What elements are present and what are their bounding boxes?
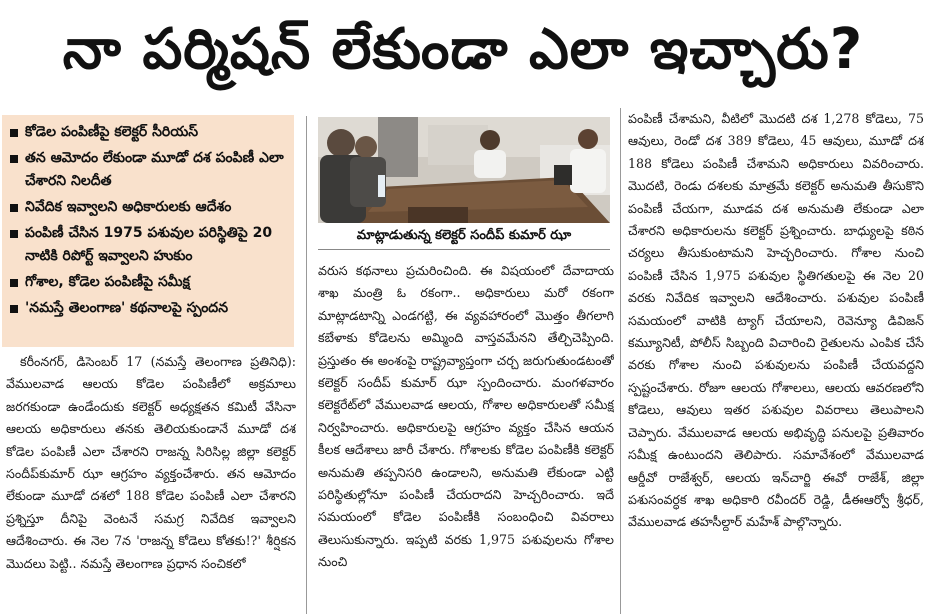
article-column-1 [6,351,296,615]
article-paragraph: వరుస కథనాలు ప్రచురించింది. ఈ విషయంలో దేవాదాయ శాఖ మంత్రి ఓ రకంగా.. అధికారులు మరో రకంగా మాట్లాడటాన్ని ఎండగట్టి, ఈ వ్యవహారంలో మొత్తం తీగలాగి కబేళాకు కోడెలను అమ్మింది వాస్తవమేనని తేల్చిచెప్పింది. ప్రస్తుతం ఈ అంశంపై రాష్ట్రవ్యాప్తంగా చర్చ జరుగుతుండటంతో కలెక్టర్ సందీప్ కుమార్ ఝా స్పందించారు. మంగళవారం కలెక్టరేట్‌లో వేములవాడ ఆలయ, గోశాల అధికారులతో సమీక్ష నిర్వహించారు. అధికారులపై ఆగ్రహం వ్యక్తం చేసిన ఆయన కీలక ఆదేశాలు జారీ చేశారు. గోశాలకు కోడెల పంపిణీకి కలెక్టర్ అనుమతి తప్పనిసరి ఉండాలని, అనుమతి లేకుండా ఎట్టి పరిస్థితుల్లోనూ పంపిణీ చేయరాదని హెచ్చరించారు. ఇదే సమయంలో కోడెల పంపిణీకి సంబంధించి వివరాలు తెలుసుకున్నారు. ఇప్పటి వరకు 1,975 పశువులను గోశాల నుంచి [318,263,614,570]
highlight-text: నివేదిక ఇవ్వాలని అధికారులకు ఆదేశం [25,199,232,215]
square-bullet-icon [10,129,18,137]
highlight-text: పంపిణీ చేసిన 1975 పశువుల పరిస్థితిపై 20 నాటికి రిపోర్ట్ ఇవ్వాలని హుకుం [25,225,273,264]
square-bullet-icon [10,230,18,238]
square-bullet-icon [10,305,18,313]
square-bullet-icon [10,155,18,163]
highlight-item [8,121,290,144]
column-divider [620,108,621,614]
column-divider [306,116,307,614]
highlights-box [2,115,294,347]
square-bullet-icon [10,279,18,287]
highlight-item [8,196,290,219]
article-column-2 [318,260,614,616]
highlight-text: 'నమస్తే తెలంగాణ' కథనాలపై స్పందన [25,300,229,316]
photo-caption: మాట్లాడుతున్న కలెక్టర్ సందీప్ కుమార్ ఝా [318,224,610,250]
highlight-item [8,271,290,294]
square-bullet-icon [10,204,18,212]
highlight-item [8,297,290,320]
headline: నా పర్మిషన్ లేకుండా ఎలా ఇచ్చారు? [62,16,864,82]
meeting-photo-illustration [318,117,610,223]
article-paragraph: పంపిణీ చేశామని, వీటిలో మొదటి దశ 1,278 కోడెలు, 75 ఆవులు, రెండో దశ 389 కోడెలు, 45 ఆవులు, మూడో దశ 188 కోడెలు పంపిణీ చేశామని అధికారులు వివరించారు. మొదటి, రెండు దశలకు మాత్రమే కలెక్టర్ అనుమతి తీసుకొని పంపిణీ చేయగా, మూడవ దశ అనుమతి లేకుండా ఎలా చేశారని అధికారులను కలెక్టర్ ప్రశ్నించారు. బాధ్యులపై కఠిన చర్యలు తీసుకుంటామని హెచ్చరించారు. గోశాల నుంచి పంపిణీ చేసిన 1,975 పశువుల స్థితిగతులపై ఈ నెల 20 వరకు నివేదిక ఇవ్వాలని ఆదేశించారు. పశువుల పంపిణీ సమయంలో వాటికి ట్యాగ్ చేయాలని, రెవెన్యూ డివిజన్ కమ్యూనిటీ, పోలీస్ సిబ్బంది విచారించి రైతులను ఎంపిక చేసే వరకు గోశాల నుంచి పశువులను పంపిణీ చేయవద్దని స్పష్టంచేశారు. రోజూ ఆలయ గోశాలలు, ఆలయ ఆవరణలోని కోడెలు, ఆవులు ఇతర పశువుల వివరాలు తెలుపాలని చెప్పారు. వేములవాడ ఆలయ అభివృద్ధి పనులపై ప్రతివారం సమీక్ష ఉంటుందని తెలిపారు. సమావేశంలో వేములవాడ ఆర్డీవో రాజేశ్వర్, ఆలయ ఇన్‌చార్జి ఈవో రాజేశ్, జిల్లా పశుసంవర్ధక శాఖ అధికారి రవీందర్ రెడ్డి, డీఈఆర్వో శ్రీధర్, వేములవాడ తహసీల్దార్ మహేశ్ పాల్గొన్నారు. [628,111,924,530]
highlight-item [8,147,290,193]
article-paragraph: కరీంనగర్, డిసెంబర్ 17 (నమస్తే తెలంగాణ ప్రతినిధి): వేములవాడ ఆలయ కోడెల పంపిణీలో అక్రమాలు జరగకుండా ఉండేందుకు కలెక్టర్ అధ్యక్షతన కమిటీ వేసినా ఆలయ అధికారులు తనకు తెలియకుండానే మూడో దశ కోడెల పంపిణీ ఎలా చేశారని రాజన్న సిరిసిల్ల జిల్లా కలెక్టర్ సందీప్‌కుమార్ ఝా ఆగ్రహం వ్యక్తంచేశారు. తన ఆమోదం లేకుండా మూడో దశలో 188 కోడెల పంపిణీ ఎలా చేశారని ప్రశ్నిస్తూ దీనిపై వెంటనే సమగ్ర నివేదిక ఇవ్వాలని ఆదేశించారు. ఈ నెల 7న 'రాజన్న కోడెలు కోతకు!?' శీర్షికన మొదలు పెట్టి.. నమస్తే తెలంగాణ ప్రధాన సంచికలో [6,354,296,571]
article-column-3 [628,108,924,616]
news-photo [318,117,610,223]
highlight-item [8,222,290,268]
highlight-text: గోశాల, కోడెల పంపిణీపై సమీక్ష [25,274,190,290]
highlight-text: తన ఆమోదం లేకుండా మూడో దశ పంపిణీ ఎలా చేశారని నిలదీత [25,150,284,189]
highlight-text: కోడెల పంపిణీపై కలెక్టర్ సీరియస్ [25,124,199,140]
